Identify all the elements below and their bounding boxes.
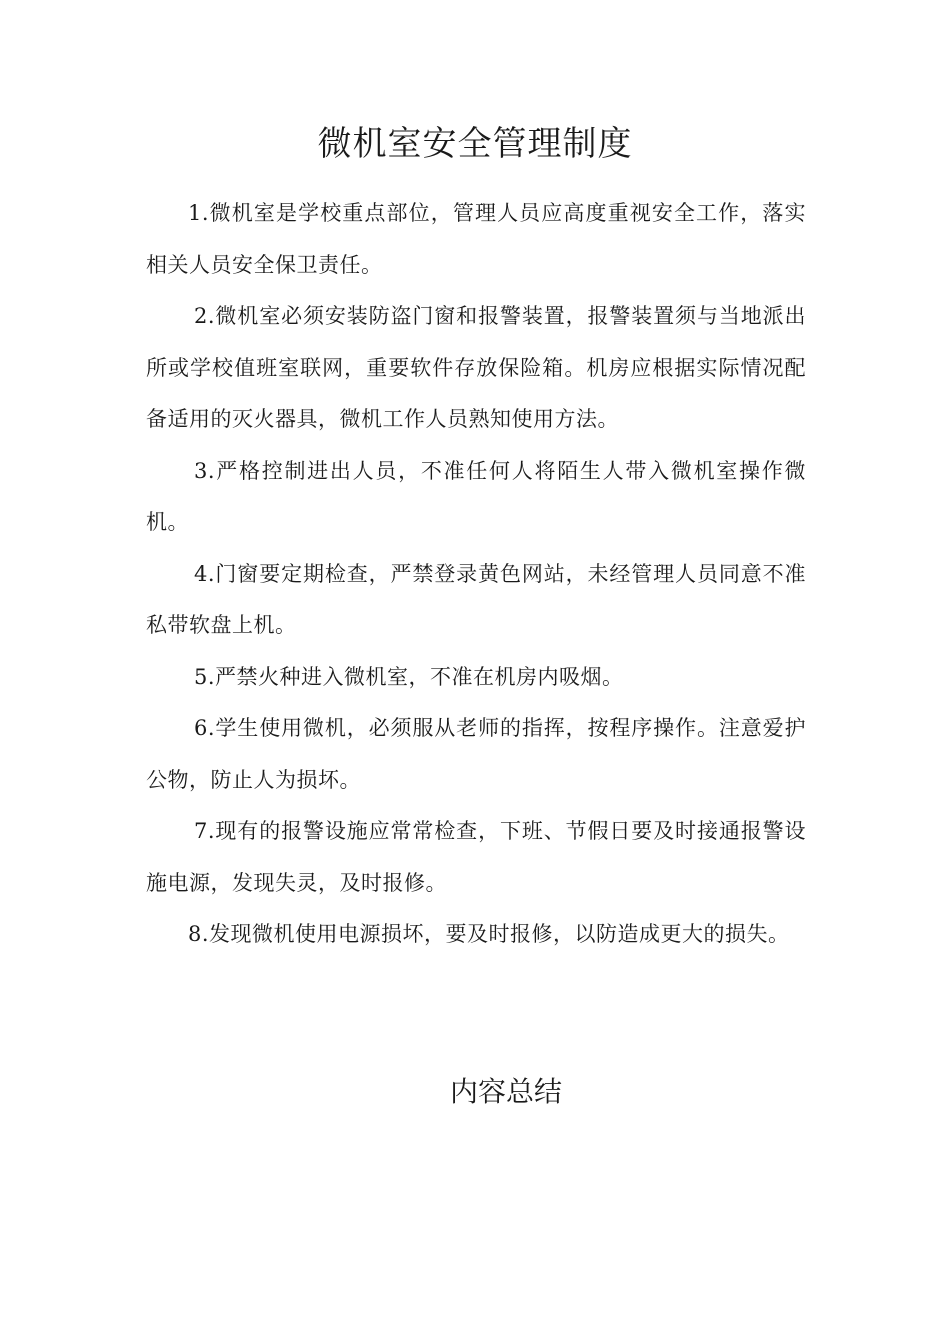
rule-item: 2.微机室必须安装防盗门窗和报警装置，报警装置须与当地派出所或学校值班室联网，重要软件存放保险箱。机房应根据实际情况配备适用的灭火器具，微机工作人员熟知使用方法。 [146, 304, 806, 431]
rule-item: 1.微机室是学校重点部位，管理人员应高度重视安全工作，落实相关人员安全保卫责任。 [146, 201, 806, 277]
summary-heading: 内容总结 [449, 1075, 562, 1108]
rule-item: 5.严禁火种进入微机室，不准在机房内吸烟。 [194, 664, 624, 689]
rule-item: 3.严格控制进出人员，不准任何人将陌生人带入微机室操作微机。 [146, 458, 806, 534]
document-title: 微机室安全管理制度 [317, 124, 633, 164]
rule-item: 7.现有的报警设施应常常检查，下班、节假日要及时接通报警设施电源，发现失灵，及时报修。 [146, 819, 806, 895]
rule-item: 8.发现微机使用电源损坏，要及时报修，以防造成更大的损失。 [188, 922, 790, 946]
rule-item: 4.门窗要定期检查，严禁登录黄色网站，未经管理人员同意不准私带软盘上机。 [146, 561, 806, 637]
rules-list [146, 188, 806, 961]
rule-item: 6.学生使用微机，必须服从老师的指挥，按程序操作。注意爱护公物，防止人为损坏。 [146, 716, 806, 792]
